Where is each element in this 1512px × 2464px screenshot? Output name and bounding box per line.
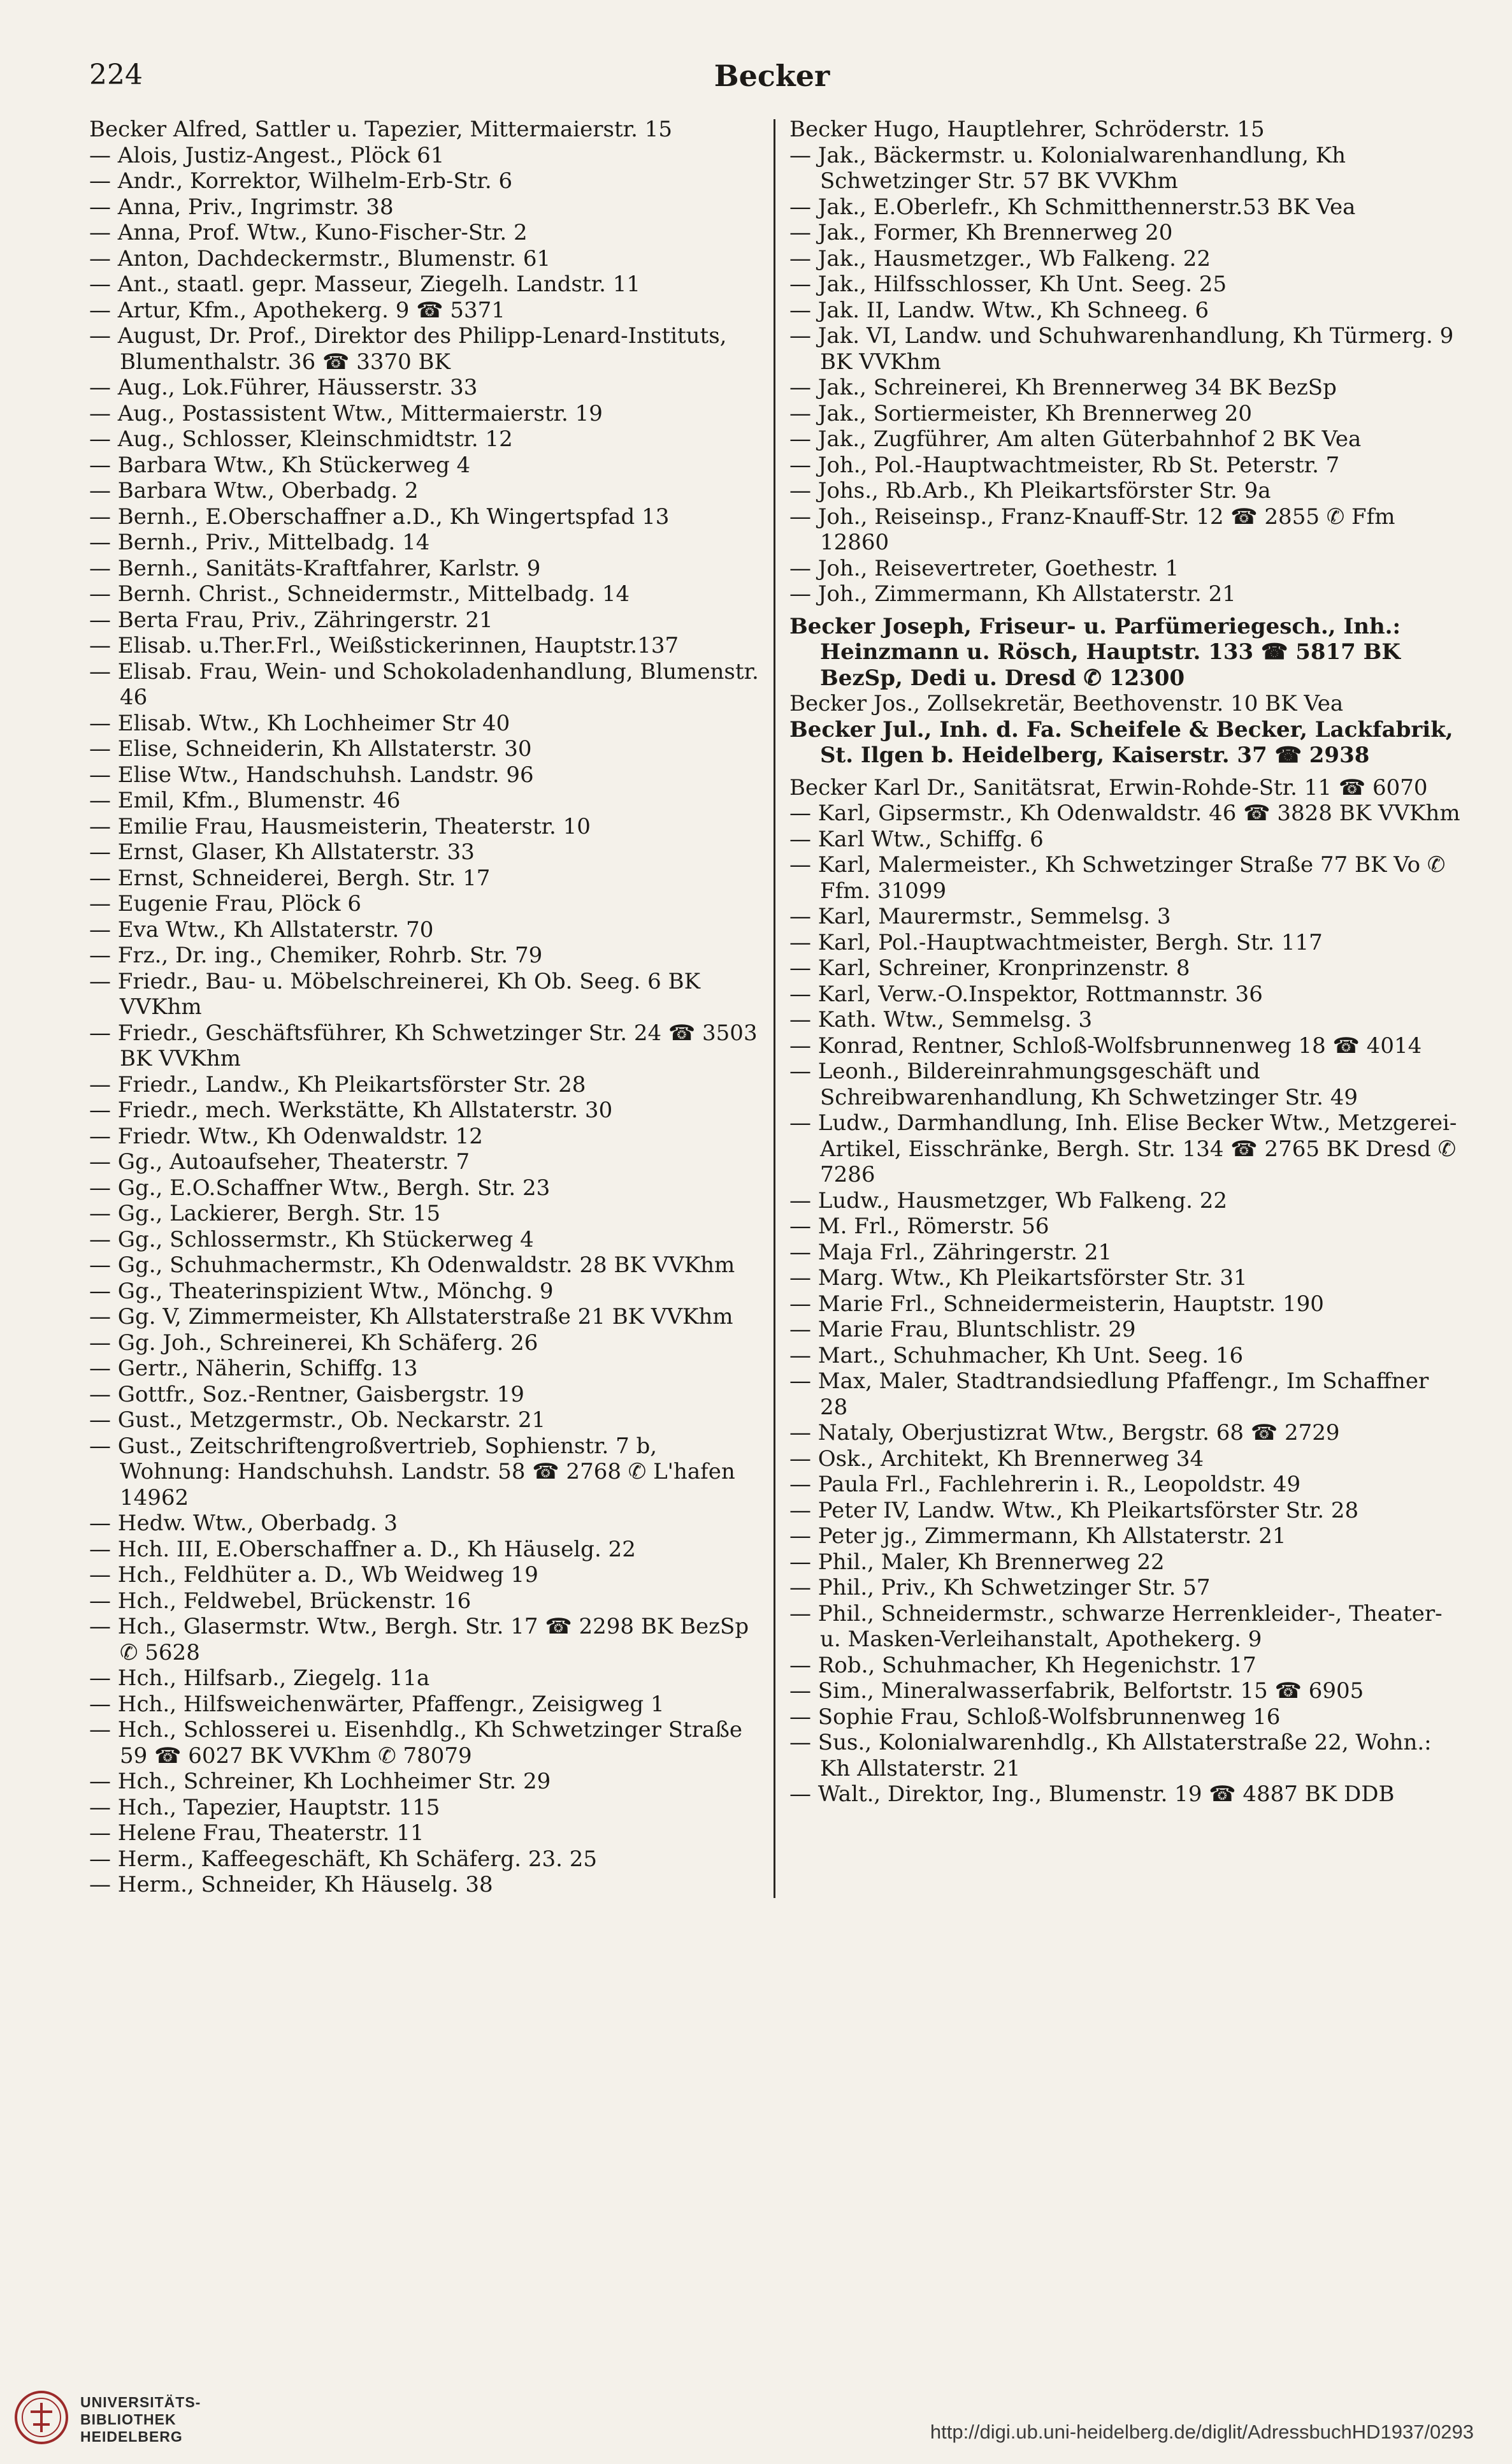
directory-entry: — Jak., Bäckermstr. u. Kolonialwarenhandlung, Kh Schwetzinger Str. 57 BK VVKhm [789, 142, 1346, 194]
directory-entry: — Sim., Mineralwasserfabrik, Belfortstr. 15 ☎ 6905 [789, 1678, 1364, 1704]
directory-entry: — Hedw. Wtw., Oberbadg. 3 [89, 1511, 398, 1536]
directory-columns [89, 117, 1461, 1898]
directory-entry: — Gg., Lackierer, Bergh. Str. 15 [89, 1201, 441, 1226]
directory-entry: — Gg., Theaterinspizient Wtw., Mönchg. 9 [89, 1278, 554, 1304]
directory-entry: — Helene Frau, Theaterstr. 11 [89, 1820, 424, 1846]
directory-entry: — Phil., Schneidermstr., schwarze Herrenkleider-, Theater- u. Masken-Verleihanstalt, Apothekerg. 9 [789, 1600, 1443, 1652]
directory-entry: — Friedr., Geschäftsführer, Kh Schwetzinger Str. 24 ☎ 3503 BK VVKhm [89, 1020, 758, 1071]
directory-entry: — Aug., Postassistent Wtw., Mittermaierstr. 19 [89, 400, 603, 426]
directory-entry: — Ludw., Hausmetzger, Wb Falkeng. 22 [789, 1187, 1227, 1214]
directory-entry: — Bernh., Sanitäts-Kraftfahrer, Karlstr. 9 [89, 555, 541, 581]
directory-entry: — Jak., Hausmetzger., Wb Falkeng. 22 [789, 245, 1211, 272]
directory-entry: — Frz., Dr. ing., Chemiker, Rohrb. Str. 79 [89, 943, 543, 968]
directory-entry: — Maja Frl., Zähringerstr. 21 [789, 1239, 1112, 1265]
directory-entry: — Bernh., Priv., Mittelbadg. 14 [89, 530, 430, 555]
directory-entry: — Kath. Wtw., Semmelsg. 3 [789, 1007, 1093, 1033]
directory-entry: — Karl, Gipsermstr., Kh Odenwaldstr. 46 ☎ 3828 BK VVKhm [789, 801, 1460, 826]
directory-entry: — Karl, Schreiner, Kronprinzenstr. 8 [789, 955, 1190, 981]
right-column [775, 117, 1461, 1898]
directory-entry: — Barbara Wtw., Oberbadg. 2 [89, 478, 419, 504]
directory-entry: — Marie Frau, Bluntschlistr. 29 [789, 1317, 1136, 1342]
directory-entry: — Max, Maler, Stadtrandsiedlung Pfaffengr., Im Schaffner 28 [789, 1368, 1429, 1420]
directory-entry: — Gg. V, Zimmermeister, Kh Allstaterstraße 21 BK VVKhm [89, 1304, 733, 1330]
directory-entry: — Friedr. Wtw., Kh Odenwaldstr. 12 [89, 1123, 483, 1149]
directory-entry: — Jak., Hilfsschlosser, Kh Unt. Seeg. 25 [789, 272, 1227, 297]
directory-entry: — Hch., Tapezier, Hauptstr. 115 [89, 1794, 440, 1820]
directory-entry: — Leonh., Bildereinrahmungsgeschäft und Schreibwarenhandlung, Kh Schwetzinger Str. 49 [789, 1059, 1358, 1110]
directory-entry: — Konrad, Rentner, Schloß-Wolfsbrunnenweg 18 ☎ 4014 [789, 1033, 1422, 1059]
directory-entry: — Berta Frau, Priv., Zähringerstr. 21 [89, 607, 493, 633]
directory-entry: — Andr., Korrektor, Wilhelm-Erb-Str. 6 [89, 168, 513, 194]
directory-entry: — Elisab. Frau, Wein- und Schokoladenhandlung, Blumenstr. 46 [89, 658, 759, 710]
directory-entry: — Karl Wtw., Schiffg. 6 [789, 826, 1044, 852]
library-name-line: UNIVERSITÄTS- [80, 2394, 201, 2410]
directory-entry: — Eugenie Frau, Plöck 6 [89, 891, 362, 917]
directory-entry: — Friedr., mech. Werkstätte, Kh Allstaterstr. 30 [89, 1098, 613, 1123]
directory-entry: — Jak., E.Oberlefr., Kh Schmitthennerstr.53 BK Vea [789, 194, 1356, 220]
directory-entry: — Anna, Priv., Ingrimstr. 38 [89, 194, 394, 220]
directory-entry: — Gust., Metzgermstr., Ob. Neckarstr. 21 [89, 1407, 546, 1433]
directory-entry: — Gg., Schuhmachermstr., Kh Odenwaldstr. 28 BK VVKhm [89, 1252, 735, 1278]
directory-entry: — Gg., Autoaufseher, Theaterstr. 7 [89, 1149, 470, 1175]
directory-entry: — Alois, Justiz-Angest., Plöck 61 [89, 142, 445, 168]
directory-entry: — Karl, Maurermstr., Semmelsg. 3 [789, 904, 1171, 929]
directory-entry: — Marg. Wtw., Kh Pleikartsförster Str. 31 [789, 1265, 1248, 1291]
left-entry-list [89, 117, 761, 1898]
directory-entry: Becker Hugo, Hauptlehrer, Schröderstr. 15 [789, 117, 1265, 142]
directory-entry: — Ernst, Schneiderei, Bergh. Str. 17 [89, 865, 491, 891]
directory-entry: — Barbara Wtw., Kh Stückerweg 4 [89, 452, 471, 478]
directory-entry: — Phil., Maler, Kh Brennerweg 22 [789, 1549, 1165, 1575]
directory-entry: — Joh., Reiseinsp., Franz-Knauff-Str. 12 ☎ 2855 ✆ Ffm 12860 [789, 504, 1395, 555]
library-name [80, 2394, 201, 2446]
directory-entry: — Gertr., Näherin, Schiffg. 13 [89, 1356, 418, 1381]
directory-entry: — Marie Frl., Schneidermeisterin, Hauptstr. 190 [789, 1291, 1324, 1317]
directory-entry: — Aug., Schlosser, Kleinschmidtstr. 12 [89, 426, 513, 452]
directory-entry: — Ernst, Glaser, Kh Allstaterstr. 33 [89, 839, 475, 865]
directory-entry: — Joh., Pol.-Hauptwachtmeister, Rb St. Peterstr. 7 [789, 452, 1340, 478]
directory-entry: Becker Alfred, Sattler u. Tapezier, Mittermaierstr. 15 [89, 117, 673, 142]
directory-entry: — Hch. III, E.Oberschaffner a. D., Kh Häuselg. 22 [89, 1536, 636, 1562]
directory-entry: — Joh., Reisevertreter, Goethestr. 1 [789, 555, 1179, 581]
directory-entry: — Karl, Pol.-Hauptwachtmeister, Bergh. Str. 117 [789, 929, 1323, 955]
directory-entry: — Hch., Feldwebel, Brückenstr. 16 [89, 1588, 472, 1614]
directory-entry: — Nataly, Oberjustizrat Wtw., Bergstr. 68 ☎ 2729 [789, 1420, 1340, 1446]
directory-entry: — Anton, Dachdeckermstr., Blumenstr. 61 [89, 245, 551, 272]
source-url[interactable]: http://digi.ub.uni-heidelberg.de/diglit/AdressbuchHD1937/0293 [930, 2421, 1474, 2443]
directory-entry: — Rob., Schuhmacher, Kh Hegenichstr. 17 [789, 1652, 1256, 1678]
directory-entry: — Emil, Kfm., Blumenstr. 46 [89, 788, 401, 813]
directory-entry: — Phil., Priv., Kh Schwetzinger Str. 57 [789, 1575, 1211, 1600]
directory-entry: — Bernh. Christ., Schneidermstr., Mittelbadg. 14 [89, 581, 630, 607]
directory-entry: Becker Karl Dr., Sanitätsrat, Erwin-Rohde-Str. 11 ☎ 6070 [789, 774, 1428, 801]
page-header [89, 59, 1455, 103]
page-footer [0, 2343, 1512, 2464]
directory-entry: Becker Joseph, Friseur- u. Parfümeriegesch., Inh.: Heinzmann u. Rösch, Hauptstr. 133 ☎ 5817 BK BezSp, Dedi u. Dresd ✆ 12300 [789, 613, 1401, 691]
directory-entry: — Johs., Rb.Arb., Kh Pleikartsförster Str. 9a [789, 478, 1271, 504]
running-head: Becker [714, 59, 830, 93]
directory-entry: — Mart., Schuhmacher, Kh Unt. Seeg. 16 [789, 1342, 1244, 1368]
directory-entry: — Gust., Zeitschriftengroßvertrieb, Sophienstr. 7 b, Wohnung: Handschuhsh. Landstr. 58 ☎ 2768 ✆ L'hafen 14962 [89, 1433, 735, 1511]
directory-entry: — Gottfr., Soz.-Rentner, Gaisbergstr. 19 [89, 1381, 524, 1407]
directory-entry: — Emilie Frau, Hausmeisterin, Theaterstr. 10 [89, 813, 591, 839]
directory-entry: — Herm., Schneider, Kh Häuselg. 38 [89, 1872, 493, 1897]
directory-entry: — Elisab. u.Ther.Frl., Weißstickerinnen, Hauptstr.137 [89, 633, 679, 658]
directory-entry: — Elisab. Wtw., Kh Lochheimer Str 40 [89, 710, 510, 736]
directory-entry: — Peter IV, Landw. Wtw., Kh Pleikartsförster Str. 28 [789, 1497, 1359, 1523]
directory-entry: — Aug., Lok.Führer, Häusserstr. 33 [89, 375, 478, 400]
directory-entry: — Herm., Kaffeegeschäft, Kh Schäferg. 23. 25 [89, 1846, 598, 1872]
directory-entry: — Jak., Sortiermeister, Kh Brennerweg 20 [789, 400, 1252, 426]
directory-entry: — Ludw., Darmhandlung, Inh. Elise Becker Wtw., Metzgerei-Artikel, Eisschränke, Bergh. Str. 134 ☎ 2765 BK Dresd ✆ 7286 [789, 1110, 1457, 1187]
directory-entry: — M. Frl., Römerstr. 56 [789, 1214, 1049, 1239]
directory-entry: — Peter jg., Zimmermann, Kh Allstaterstr. 21 [789, 1523, 1286, 1549]
directory-entry: — Ant., staatl. gepr. Masseur, Ziegelh. Landstr. 11 [89, 272, 640, 297]
directory-entry: — Eva Wtw., Kh Allstaterstr. 70 [89, 917, 434, 943]
directory-entry: — Jak., Schreinerei, Kh Brennerweg 34 BK BezSp [789, 375, 1337, 400]
directory-entry: Becker Jul., Inh. d. Fa. Scheifele & Becker, Lackfabrik, St. Ilgen b. Heidelberg, Kaiserstr. 37 ☎ 2938 [789, 716, 1453, 768]
directory-entry: — Gg., Schlossermstr., Kh Stückerweg 4 [89, 1226, 534, 1252]
directory-entry: — Jak. VI, Landw. und Schuhwarenhandlung, Kh Türmerg. 9 BK VVKhm [789, 323, 1454, 375]
library-name-line: HEIDELBERG [80, 2428, 183, 2445]
directory-entry: — Hch., Glasermstr. Wtw., Bergh. Str. 17 ☎ 2298 BK BezSp ✆ 5628 [89, 1614, 749, 1665]
library-seal-icon [14, 2390, 69, 2445]
directory-entry: — Jak., Zugführer, Am alten Güterbahnhof 2 BK Vea [789, 426, 1362, 452]
directory-entry: — Karl, Malermeister., Kh Schwetzinger Straße 77 BK Vo ✆ Ffm. 31099 [789, 852, 1446, 904]
directory-entry: — Elise Wtw., Handschuhsh. Landstr. 96 [89, 762, 534, 788]
directory-entry: — Sophie Frau, Schloß-Wolfsbrunnenweg 16 [789, 1704, 1281, 1730]
directory-entry: — Jak. II, Landw. Wtw., Kh Schneeg. 6 [789, 297, 1209, 323]
directory-entry: — Hch., Hilfsarb., Ziegelg. 11a [89, 1665, 430, 1691]
directory-entry: — August, Dr. Prof., Direktor des Philipp-Lenard-Instituts, Blumenthalstr. 36 ☎ 3370 BK [89, 323, 727, 375]
directory-entry: — Friedr., Landw., Kh Pleikartsförster Str. 28 [89, 1071, 586, 1098]
directory-entry: — Hch., Hilfsweichenwärter, Pfaffengr., Zeisigweg 1 [89, 1691, 665, 1717]
left-column [89, 117, 774, 1898]
directory-entry: — Osk., Architekt, Kh Brennerweg 34 [789, 1446, 1204, 1472]
directory-entry: — Elise, Schneiderin, Kh Allstaterstr. 30 [89, 736, 532, 762]
page-number: 224 [89, 59, 143, 91]
directory-entry: — Hch., Schreiner, Kh Lochheimer Str. 29 [89, 1769, 551, 1794]
directory-entry: — Paula Frl., Fachlehrerin i. R., Leopoldstr. 49 [789, 1472, 1301, 1497]
library-name-line: BIBLIOTHEK [80, 2411, 176, 2428]
directory-entry: — Jak., Former, Kh Brennerweg 20 [789, 220, 1173, 245]
directory-entry: — Walt., Direktor, Ing., Blumenstr. 19 ☎ 4887 BK DDB [789, 1781, 1395, 1807]
right-entry-list [789, 117, 1461, 1808]
directory-entry: Becker Jos., Zollsekretär, Beethovenstr. 10 BK Vea [789, 691, 1344, 716]
directory-entry: — Sus., Kolonialwarenhdlg., Kh Allstaterstraße 22, Wohn.: Kh Allstaterstr. 21 [789, 1730, 1432, 1781]
directory-entry: — Friedr., Bau- u. Möbelschreinerei, Kh Ob. Seeg. 6 BK VVKhm [89, 968, 700, 1020]
directory-entry: — Hch., Schlosserei u. Eisenhdlg., Kh Schwetzinger Straße 59 ☎ 6027 BK VVKhm ✆ 78079 [89, 1717, 743, 1769]
directory-entry: — Artur, Kfm., Apothekerg. 9 ☎ 5371 [89, 297, 505, 323]
directory-entry: — Karl, Verw.-O.Inspektor, Rottmannstr. 36 [789, 981, 1263, 1007]
directory-entry: — Gg. Joh., Schreinerei, Kh Schäferg. 26 [89, 1330, 538, 1356]
directory-entry: — Joh., Zimmermann, Kh Allstaterstr. 21 [789, 581, 1236, 607]
directory-entry: — Gg., E.O.Schaffner Wtw., Bergh. Str. 23 [89, 1175, 551, 1201]
directory-entry: — Bernh., E.Oberschaffner a.D., Kh Wingertspfad 13 [89, 504, 670, 530]
directory-entry: — Hch., Feldhüter a. D., Wb Weidweg 19 [89, 1562, 538, 1588]
directory-entry: — Anna, Prof. Wtw., Kuno-Fischer-Str. 2 [89, 220, 528, 245]
library-logo[interactable] [14, 2388, 224, 2451]
